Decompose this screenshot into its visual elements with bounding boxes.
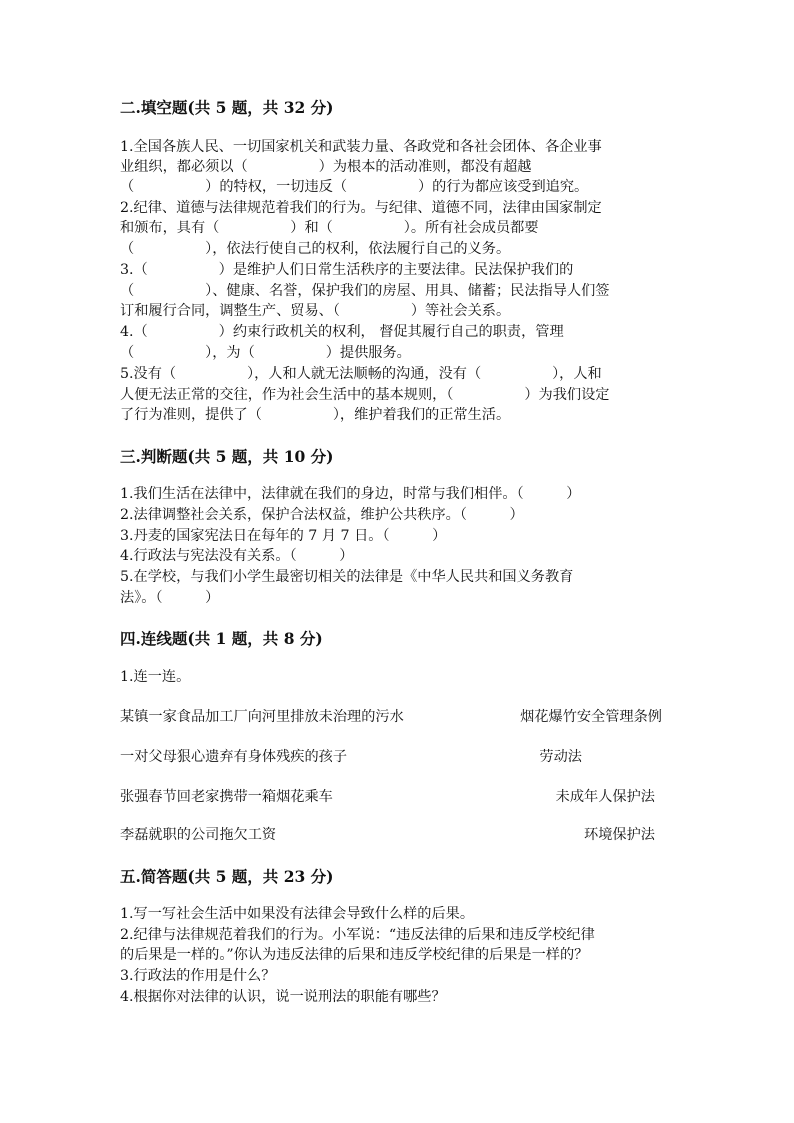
connect-intro: 1.连一连。 xyxy=(120,669,191,685)
fill-line: 3.（ ）是维护人们日常生活秩序的主要法律。民法保护我们的 xyxy=(120,262,574,278)
judge-line: 法》。（ ） xyxy=(120,590,220,606)
fill-line: 订和履行合同，调整生产、贸易、（ ）等社会关系。 xyxy=(120,303,511,319)
section-judge-heading: 三.判断题(共 5 题，共 10 分) xyxy=(120,447,334,466)
match-left-item: 李磊就职的公司拖欠工资 xyxy=(120,827,277,843)
fill-line: （ ）的特权，一切违反（ ）的行为都应该受到追究。 xyxy=(120,179,589,195)
judge-line: 2.法律调整社会关系，保护合法权益，维护公共秩序。（ ） xyxy=(120,507,524,523)
match-left-item: 张强春节回老家携带一箱烟花乘车 xyxy=(120,789,333,805)
section-short-heading: 五.简答题(共 5 题，共 23 分) xyxy=(120,867,334,886)
fill-line: （ ）、健康、名誉，保护我们的房屋、用具、储蓄；民法指导人们签 xyxy=(120,283,610,299)
short-line: 的后果是一样的。”你认为违反法律的后果和违反学校纪律的后果是一样的？ xyxy=(120,947,589,963)
fill-line: 2.纪律、道德与法律规范着我们的行为。与纪律、道德不同，法律由国家制定 xyxy=(120,200,602,216)
judge-line: 5.在学校，与我们小学生最密切相关的法律是《中华人民共和国义务教育 xyxy=(120,569,574,585)
match-left-item: 一对父母狠心遗弃有身体残疾的孩子 xyxy=(120,749,348,765)
match-right-item: 烟花爆竹安全管理条例 xyxy=(520,709,662,725)
match-right-item: 未成年人保护法 xyxy=(555,789,655,805)
judge-line: 3.丹麦的国家宪法日在每年的 7 月 7 日。（ ） xyxy=(120,528,447,544)
fill-line: 人便无法正常的交往，作为社会生活中的基本规则，（ ）为我们设定 xyxy=(120,387,610,403)
match-left-item: 某镇一家食品加工厂向河里排放未治理的污水 xyxy=(120,709,404,725)
short-line: 4.根据你对法律的认识，说一说刑法的职能有哪些？ xyxy=(120,989,446,1005)
judge-line: 1.我们生活在法律中，法律就在我们的身边，时常与我们相伴。（ ） xyxy=(120,486,581,502)
fill-line: （ ），依法行使自己的权利，依法履行自己的义务。 xyxy=(120,241,511,257)
fill-line: 1.全国各族人民、一切国家机关和武装力量、各政党和各社会团体、各企业事 xyxy=(120,139,602,155)
section-connect-heading: 四.连线题(共 1 题，共 8 分) xyxy=(120,629,323,648)
match-right-item: 环境保护法 xyxy=(584,827,655,843)
short-line: 1.写一写社会生活中如果没有法律会导致什么样的后果。 xyxy=(120,906,475,922)
fill-line: （ ），为（ ）提供服务。 xyxy=(120,345,411,361)
fill-line: 了行为准则，提供了（ ），维护着我们的正常生活。 xyxy=(120,407,511,423)
match-right-item: 劳动法 xyxy=(539,749,582,765)
section-fill-heading: 二.填空题(共 5 题，共 32 分) xyxy=(120,98,334,117)
short-line: 2.纪律与法律规范着我们的行为。小军说：“违反法律的后果和违反学校纪律 xyxy=(120,927,595,943)
short-line: 3.行政法的作用是什么？ xyxy=(120,968,276,984)
judge-line: 4.行政法与宪法没有关系。（ ） xyxy=(120,548,354,564)
fill-line: 和颁布，具有（ ）和（ ）。所有社会成员都要 xyxy=(120,220,539,236)
fill-line: 4.（ ）约束行政机关的权利， 督促其履行自己的职责，管理 xyxy=(120,324,564,340)
fill-line: 业组织，都必须以（ ）为根本的活动准则，都没有超越 xyxy=(120,159,532,175)
fill-line: 5.没有（ ），人和人就无法顺畅的沟通，没有（ ），人和 xyxy=(120,366,602,382)
